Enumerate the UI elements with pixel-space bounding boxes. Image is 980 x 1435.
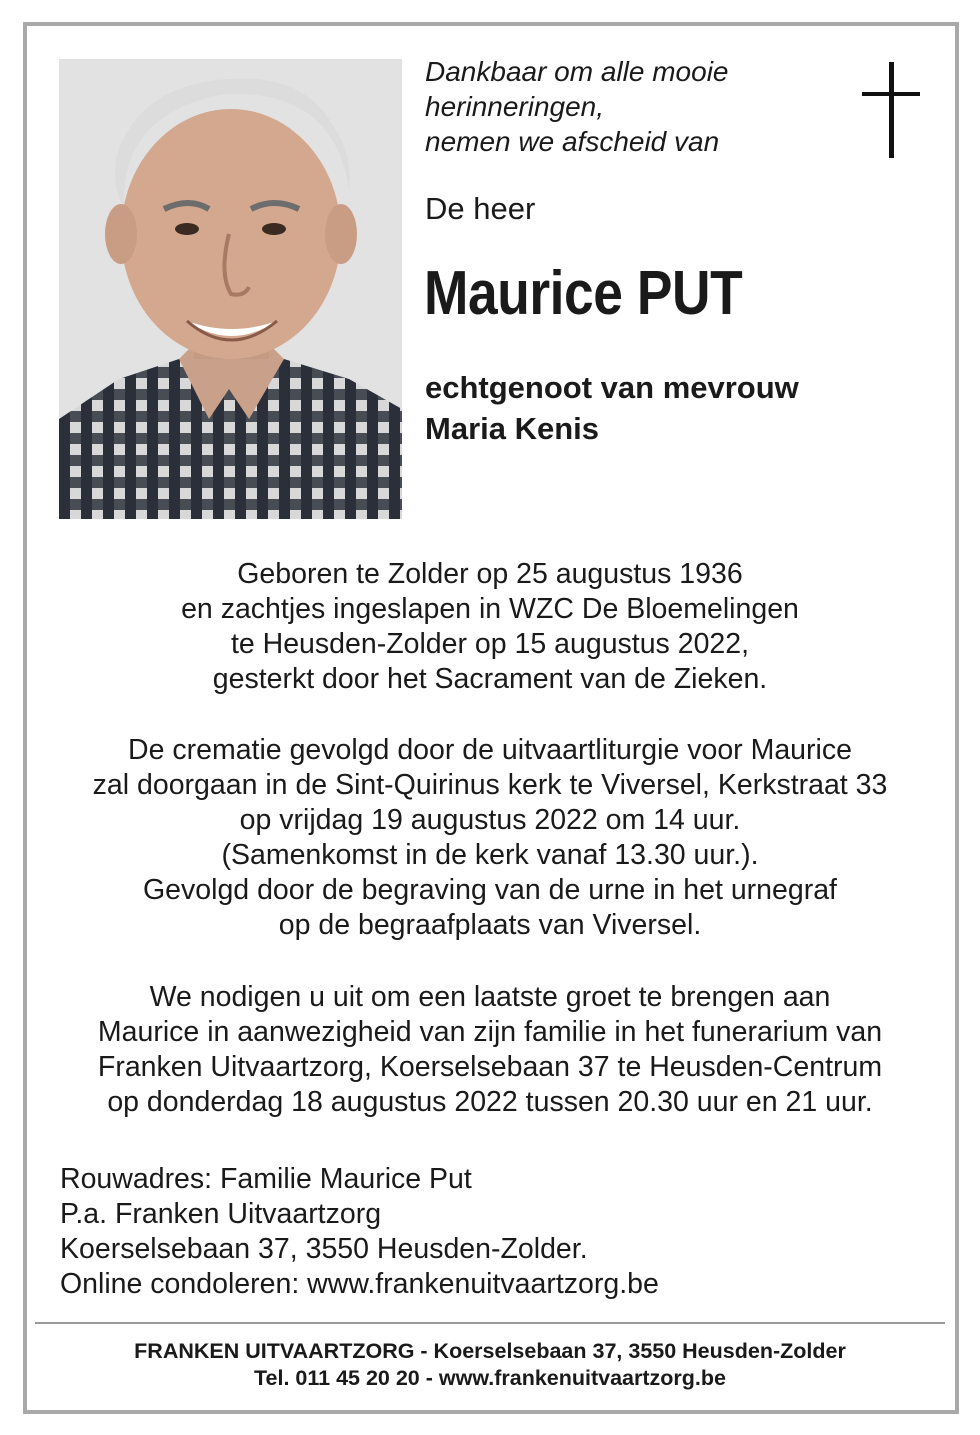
spouse-line: Maria Kenis [425,411,600,446]
footer-line-company: FRANKEN UITVAARTZORG - Koerselsebaan 37, 3550 Heusden-Zolder [134,1339,846,1363]
paragraph-line: te Heusden-Zolder op 15 augustus 2022, [230,628,750,660]
paragraph-line: We nodigen u uit om een laatste groet te brengen aan [149,981,831,1013]
paragraph-line: zal doorgaan in de Sint-Quirinus kerk te Viversel, Kerkstraat 33 [92,769,888,801]
footer-line-contact: Tel. 011 45 20 20 - www.frankenuitvaartzorg.be [254,1366,726,1390]
intro-line: nemen we afscheid van [425,126,720,157]
footer [40,1338,940,1392]
paragraph-line: Geboren te Zolder op 25 augustus 1936 [237,558,743,590]
intro-text [425,54,729,159]
birth-death-paragraph [40,557,940,697]
address-line: Koerselsebaan 37, 3550 Heusden-Zolder. [60,1233,588,1265]
ceremony-paragraph [40,733,940,943]
paragraph-line: op vrijdag 19 augustus 2022 om 14 uur. [239,804,741,836]
portrait-photo [59,59,402,519]
spouse-info [425,367,799,449]
intro-line: Dankbaar om alle mooie [425,56,729,87]
mourning-address [60,1162,659,1302]
deceased-name: Maurice PUT [424,259,743,328]
paragraph-line: gesterkt door het Sacrament van de Zieken. [212,663,768,695]
paragraph-line: Franken Uitvaartzorg, Koerselsebaan 37 te Heusden-Centrum [97,1051,883,1083]
address-line: P.a. Franken Uitvaartzorg [60,1198,382,1230]
cross-icon [862,62,920,158]
paragraph-line: en zachtjes ingeslapen in WZC De Bloemelingen [181,593,799,625]
paragraph-line: op de begraafplaats van Viversel. [278,909,702,941]
salutation: De heer [425,191,536,226]
intro-line: herinneringen, [425,91,605,122]
paragraph-line: Maurice in aanwezigheid van zijn familie in het funerarium van [97,1016,883,1048]
paragraph-line: (Samenkomst in de kerk vanaf 13.30 uur.). [221,839,759,871]
visitation-paragraph [40,980,940,1120]
spouse-line: echtgenoot van mevrouw [425,370,799,405]
paragraph-line: De crematie gevolgd door de uitvaartliturgie voor Maurice [128,734,852,766]
address-line: Rouwadres: Familie Maurice Put [60,1163,472,1195]
address-line: Online condoleren: www.frankenuitvaartzorg.be [60,1268,659,1300]
footer-divider [35,1322,945,1324]
paragraph-line: Gevolgd door de begraving van de urne in het urnegraf [143,874,837,906]
paragraph-line: op donderdag 18 augustus 2022 tussen 20.30 uur en 21 uur. [107,1086,873,1118]
